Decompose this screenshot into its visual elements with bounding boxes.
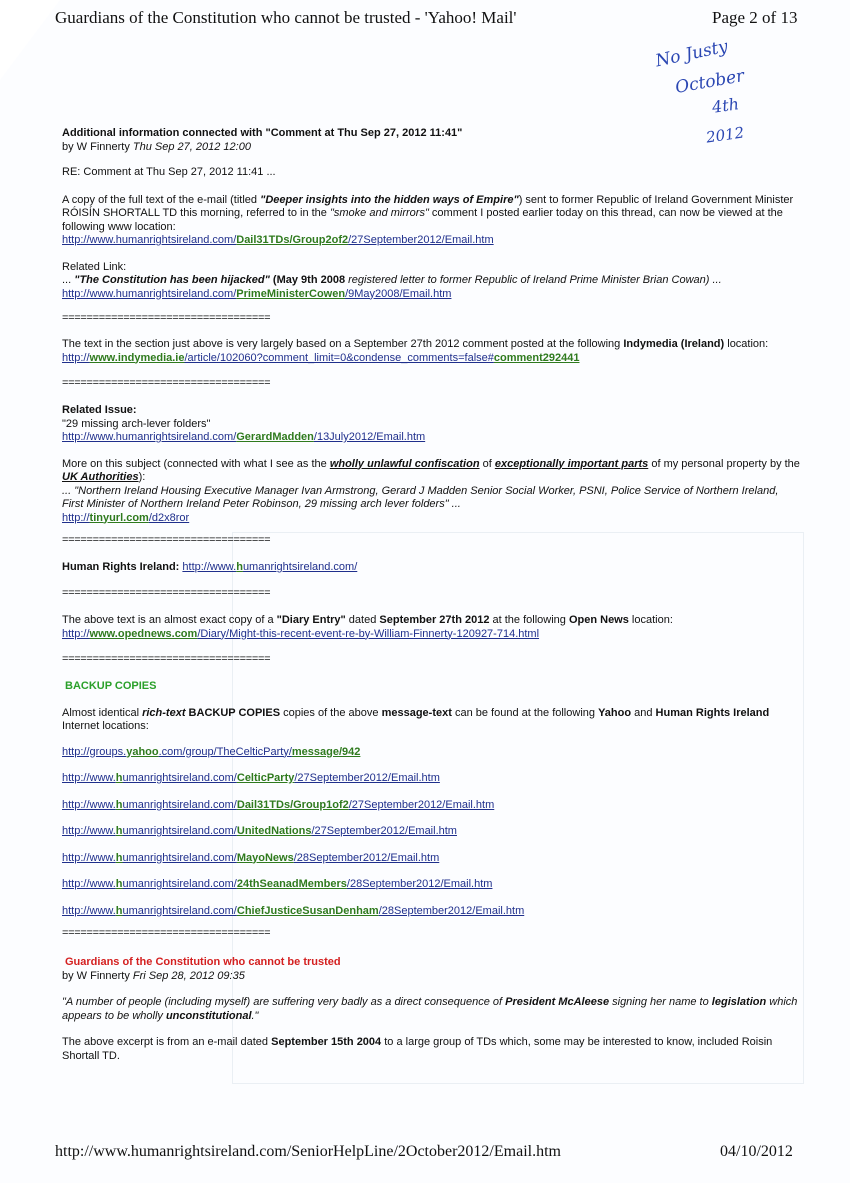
link-gerard-madden[interactable] — [62, 431, 802, 445]
byline-author: by W Finnerty — [62, 140, 133, 153]
text: (May 9th 2008 — [269, 274, 346, 286]
link-part[interactable]: /article/102060?comment_limit=0&condense_comments=false# — [184, 351, 494, 364]
link-part[interactable]: UnitedNations — [236, 825, 312, 837]
link-part[interactable]: umanrightsireland.com/ — [122, 851, 237, 864]
separator: ================================== — [62, 534, 271, 546]
section-title: Related Issue: — [62, 404, 137, 416]
section-title: Guardians of the Constitution who cannot be trusted — [65, 956, 341, 968]
link-part[interactable]: /27September2012/Email.htm — [348, 798, 495, 811]
text: dated — [345, 614, 380, 626]
text: which — [766, 996, 798, 1008]
link-part[interactable]: tinyurl.com — [89, 511, 149, 524]
link-part[interactable]: umanrightsireland.com/ — [122, 825, 237, 837]
text: unconstitutional — [165, 1009, 252, 1022]
paragraph — [62, 194, 802, 235]
link-part[interactable]: umanrightsireland.com/ — [122, 904, 237, 917]
section-additional-info — [62, 127, 802, 301]
text: The above text is an almost exact copy of a — [62, 614, 277, 626]
text: registered letter to former Republic of Ireland Prime Minister Brian Cowan) ... — [345, 274, 722, 286]
link-opednews[interactable] — [62, 628, 802, 642]
link-part[interactable]: message/942 — [291, 745, 361, 758]
link-part[interactable]: umanrightsireland.com/ — [242, 561, 358, 573]
separator: ================================== — [62, 377, 271, 389]
link-part[interactable]: /9May2008/Email.htm — [345, 287, 452, 300]
link-part[interactable]: http://www.humanrightsireland.com/ — [62, 287, 237, 300]
text: of — [479, 457, 495, 470]
link-part[interactable]: /d2x8ror — [148, 511, 190, 524]
link-part[interactable]: http:// — [62, 627, 90, 640]
letter-title: "The Constitution has been hijacked" — [74, 274, 270, 286]
re-line: RE: Comment at Thu Sep 27, 2012 11:41 ... — [62, 166, 276, 178]
link-part[interactable]: PrimeMinisterCowen — [236, 287, 346, 300]
link-part[interactable]: http://www. — [62, 825, 116, 837]
link-part[interactable]: http:// — [62, 351, 90, 364]
byline-date: Thu Sep 27, 2012 12:00 — [132, 140, 251, 153]
text: copies of the above — [280, 706, 382, 719]
text: "A number of people (including myself) are suffering very badly as a direct consequence of — [62, 996, 506, 1008]
link-prime-minister-cowen[interactable] — [62, 288, 802, 302]
link-part[interactable]: /27September2012/Email.htm — [348, 234, 494, 246]
byline-date: Fri Sep 28, 2012 09:35 — [132, 969, 245, 982]
text: The above excerpt is from an e-mail dated — [62, 1036, 272, 1048]
handwriting-line-2: October — [673, 66, 746, 98]
link-part[interactable]: Dail31TDs/Group1of2 — [236, 798, 349, 811]
related-label: Related Link: — [62, 260, 127, 273]
separator: ================================== — [62, 927, 271, 939]
link-dail-group2[interactable] — [62, 234, 802, 248]
text: September 15th 2004 — [271, 1036, 382, 1048]
separator: ================================== — [62, 587, 271, 599]
text: Indymedia (Ireland) — [623, 338, 725, 350]
link-part[interactable]: /13July2012/Email.htm — [313, 431, 426, 443]
link-part[interactable]: http://www. — [62, 798, 116, 811]
text: ): — [138, 471, 146, 483]
text: at the following — [489, 614, 569, 626]
backup-link-seanad[interactable] — [62, 878, 802, 892]
link-part[interactable]: yahoo — [126, 745, 159, 758]
text: BACKUP COPIES — [185, 706, 281, 719]
paragraph — [62, 1036, 802, 1063]
page-header-title: Guardians of the Constitution who cannot be trusted - 'Yahoo! Mail' — [55, 8, 517, 27]
text: More on this subject (connected with what I see as the — [62, 457, 330, 470]
text: legislation — [711, 996, 767, 1008]
backup-link-united-nations[interactable] — [62, 825, 802, 839]
link-part[interactable]: http://www.humanrightsireland.com/ — [62, 234, 237, 246]
text: Human Rights Ireland — [655, 706, 770, 719]
link-part[interactable]: http://www. — [182, 561, 237, 573]
link-indymedia[interactable] — [62, 352, 802, 366]
link-part[interactable]: http://www. — [62, 904, 116, 917]
link-part[interactable]: http://www. — [62, 772, 116, 784]
text: ." — [251, 1009, 259, 1022]
text: of my personal property by the — [648, 457, 800, 470]
backup-link-chief-justice[interactable] — [62, 905, 802, 919]
separator: ================================== — [62, 312, 271, 324]
paragraph — [62, 561, 802, 575]
text: can be found at the following — [451, 706, 599, 719]
link-part[interactable]: /Diary/Might-this-recent-event-re-by-William-Finnerty-120927-714.html — [197, 627, 540, 640]
paragraph — [62, 338, 802, 352]
link-part[interactable]: .com/group/TheCelticParty/ — [158, 745, 292, 758]
text: location: — [724, 338, 769, 350]
section-backup-copies — [62, 680, 802, 918]
link-part[interactable]: h — [115, 904, 123, 917]
byline — [62, 141, 802, 155]
link-part[interactable]: /28September2012/Email.htm — [293, 851, 440, 864]
text: UK Authorities — [62, 471, 139, 483]
link-part[interactable]: umanrightsireland.com/ — [122, 878, 237, 890]
link-part[interactable]: GerardMadden — [236, 431, 314, 443]
quote-paragraph — [62, 996, 802, 1023]
folded-corner — [0, 0, 60, 80]
section-indymedia — [62, 338, 802, 365]
paragraph — [62, 458, 802, 485]
link-part[interactable]: MayoNews — [236, 851, 294, 864]
text: message-text — [381, 706, 452, 719]
link-part[interactable]: http://www. — [62, 851, 116, 864]
quote: "smoke and mirrors" — [329, 207, 429, 219]
label: Human Rights Ireland: — [62, 561, 183, 573]
text: Almost identical — [62, 706, 143, 719]
link-part[interactable]: h — [115, 825, 123, 837]
backup-link-yahoo[interactable] — [62, 746, 802, 760]
email-title: "Deeper insights into the hidden ways of Empire" — [260, 193, 519, 206]
text: exceptionally important parts — [494, 457, 649, 470]
paragraph — [62, 707, 802, 734]
text: Open News — [568, 614, 629, 626]
link-part[interactable]: http:// — [62, 511, 90, 524]
text: rich-text — [142, 706, 186, 719]
quote-line: ... "Northern Ireland Housing Executive Manager Ivan Armstrong, Gerard J Madden Senior Social Worker, PSNI, Police Service of Northern Ireland, — [62, 484, 779, 497]
handwriting-line-1: No Justy — [653, 36, 730, 72]
page-number: Page 2 of 13 — [712, 8, 798, 27]
link-part[interactable]: ChiefJusticeSusanDenham — [236, 904, 379, 917]
quote: "29 missing arch-lever folders" — [62, 417, 211, 430]
byline — [62, 970, 802, 984]
text: RÓISÍN SHORTALL TD this morning, referred to in the — [62, 207, 330, 219]
link-part[interactable]: www.indymedia.ie — [89, 351, 185, 364]
text: Shortall TD. — [62, 1049, 120, 1062]
section-title: Additional information connected with "Comment at Thu Sep 27, 2012 11:41" — [62, 127, 463, 139]
link-part[interactable]: 24thSeanadMembers — [236, 878, 347, 890]
text: September 27th 2012 — [379, 614, 490, 626]
text: location: — [628, 614, 673, 626]
section-human-rights-ireland — [62, 561, 802, 575]
text: ... — [62, 274, 75, 286]
link-part[interactable]: www.opednews.com — [89, 627, 198, 640]
text: comment I posted earlier today on this thread, can now be viewed at the — [428, 207, 783, 219]
text: and — [631, 706, 656, 719]
backup-link-dail-group1[interactable] — [62, 799, 802, 813]
section-opednews — [62, 614, 802, 641]
link-part[interactable]: http://www. — [62, 878, 116, 890]
link-part[interactable]: h — [115, 772, 123, 784]
paragraph — [62, 614, 802, 628]
section-related-issue — [62, 404, 802, 525]
link-part[interactable]: h — [115, 851, 123, 864]
related-text — [62, 274, 802, 288]
link-part[interactable]: umanrightsireland.com/ — [122, 772, 237, 784]
link-part[interactable]: umanrightsireland.com/ — [122, 798, 237, 811]
backup-link-celtic-party[interactable] — [62, 772, 802, 786]
text: ) sent to former Republic of Ireland Government Minister — [518, 193, 794, 206]
footer-url: http://www.humanrightsireland.com/SeniorHelpLine/2October2012/Email.htm — [55, 1143, 561, 1160]
text: Yahoo — [598, 706, 632, 719]
text: following www location: — [62, 220, 176, 233]
text: signing her name to — [609, 996, 712, 1008]
link-part[interactable]: Dail31TDs/Group2of2 — [236, 234, 349, 246]
link-part[interactable]: /27September2012/Email.htm — [294, 772, 440, 784]
link-part[interactable]: http://www.humanrightsireland.com/ — [62, 431, 237, 443]
section-title: BACKUP COPIES — [65, 680, 157, 692]
link-part[interactable]: h — [236, 561, 243, 573]
text: President McAleese — [505, 996, 610, 1008]
backup-link-mayo-news[interactable] — [62, 852, 802, 866]
link-part[interactable]: http://groups. — [62, 745, 127, 758]
text: appears to be wholly — [62, 1009, 166, 1022]
byline-author: by W Finnerty — [62, 969, 133, 982]
link-part[interactable]: /27September2012/Email.htm — [311, 825, 457, 837]
text: to a large group of TDs which, some may be interested to know, included Roisin — [381, 1036, 773, 1048]
handwriting-line-3: 4th — [710, 94, 741, 117]
handwriting-line-4: 2012 — [704, 123, 746, 147]
separator: ================================== — [62, 653, 271, 665]
link-part[interactable]: h — [115, 878, 123, 890]
link-tinyurl[interactable] — [62, 512, 802, 526]
text: "Diary Entry" — [276, 614, 346, 626]
section-guardians — [62, 956, 802, 1063]
text: Internet locations: — [62, 720, 149, 732]
link-part[interactable]: CelticParty — [236, 772, 295, 784]
footer-date: 04/10/2012 — [720, 1143, 793, 1160]
text: The text in the section just above is very largely based on a September 27th 2012 comment posted at the following — [62, 338, 624, 350]
link-part[interactable]: h — [115, 798, 123, 811]
text: A copy of the full text of the e-mail (titled — [62, 193, 261, 206]
link-part[interactable]: /28September2012/Email.htm — [378, 904, 525, 917]
text: wholly unlawful confiscation — [329, 457, 480, 470]
link-part[interactable]: comment292441 — [493, 351, 580, 364]
quote-line: First Minister of Northern Ireland Peter Robinson, 29 missing arch lever folders" ... — [62, 498, 461, 510]
link-part[interactable]: /28September2012/Email.htm — [346, 878, 493, 890]
